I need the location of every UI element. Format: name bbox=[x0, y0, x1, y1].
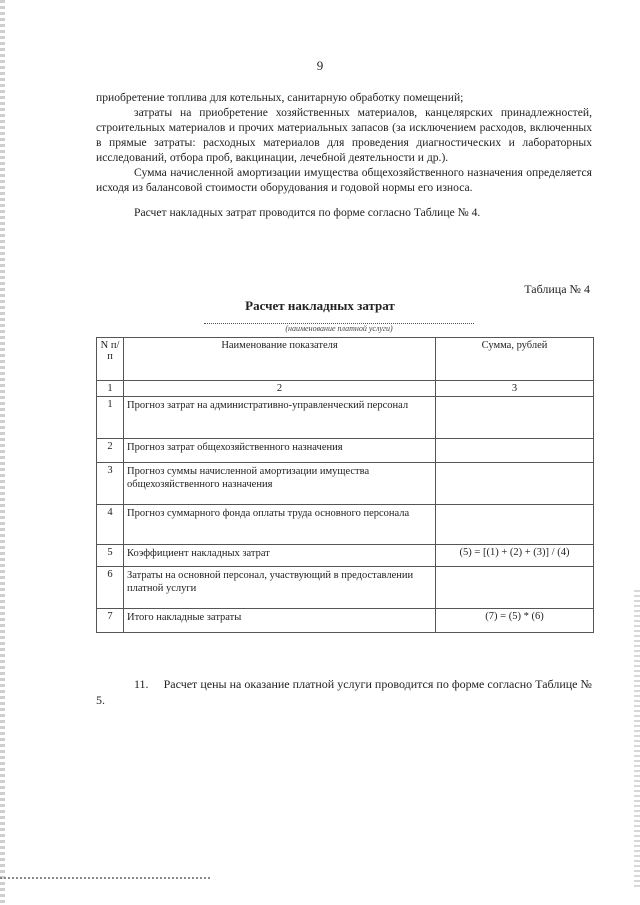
row-number: 3 bbox=[97, 463, 124, 505]
intro-text bbox=[96, 90, 592, 220]
point-11-number: 11. bbox=[134, 677, 149, 691]
header-number: N п/п bbox=[97, 338, 124, 381]
row-sum: (7) = (5) * (6) bbox=[436, 609, 594, 633]
point-11-text: Расчет цены на оказание платной услуги проводится по форме согласно Таблице № 5. bbox=[96, 677, 592, 707]
table-row bbox=[97, 567, 594, 609]
service-name-caption: (наименование платной услуги) bbox=[285, 324, 393, 333]
table-header-row bbox=[97, 338, 594, 381]
paragraph-fuel: приобретение топлива для котельных, санитарную обработку помещений; bbox=[96, 91, 464, 104]
table-row bbox=[97, 545, 594, 567]
row-indicator: Прогноз затрат общехозяйственного назначения bbox=[124, 439, 436, 463]
row-number: 6 bbox=[97, 567, 124, 609]
row-number: 2 bbox=[97, 439, 124, 463]
table-row bbox=[97, 505, 594, 545]
paragraph-materials: затраты на приобретение хозяйственных материалов, канцелярских принадлежностей, строительных материалов и прочих материальных запасов (за исключением расходов, включенных в прямые затраты: расходных материалов для проведения диагностических и лабораторных исследований, отбора проб, вакцинации, лечебной деятельности и др.). bbox=[96, 106, 592, 164]
row-indicator: Коэффициент накладных затрат bbox=[124, 545, 436, 567]
row-sum bbox=[436, 397, 594, 439]
row-sum bbox=[436, 567, 594, 609]
bottom-rule bbox=[0, 877, 210, 879]
row-number: 1 bbox=[97, 397, 124, 439]
table-row bbox=[97, 439, 594, 463]
row-sum bbox=[436, 463, 594, 505]
scan-right-edge bbox=[634, 590, 640, 890]
paragraph-table-ref: Расчет накладных затрат проводится по форме согласно Таблице № 4. bbox=[134, 206, 481, 219]
page-number: 9 bbox=[316, 58, 324, 73]
row-indicator: Затраты на основной персонал, участвующий в предоставлении платной услуги bbox=[124, 567, 436, 609]
row-number: 4 bbox=[97, 505, 124, 545]
index-cell-2: 2 bbox=[124, 381, 436, 397]
paragraph-gap bbox=[96, 195, 592, 205]
scan-left-edge bbox=[0, 0, 5, 905]
row-number: 5 bbox=[97, 545, 124, 567]
header-indicator: Наименование показателя bbox=[124, 338, 436, 381]
row-sum bbox=[436, 505, 594, 545]
table-label: Таблица № 4 bbox=[524, 282, 590, 296]
row-indicator: Прогноз суммы начисленной амортизации имущества общехозяйственного назначения bbox=[124, 463, 436, 505]
header-sum: Сумма, рублей bbox=[436, 338, 594, 381]
table-row bbox=[97, 609, 594, 633]
row-indicator: Прогноз суммарного фонда оплаты труда основного персонала bbox=[124, 505, 436, 545]
table-index-row bbox=[97, 381, 594, 397]
overhead-cost-table bbox=[96, 337, 594, 633]
row-number: 7 bbox=[97, 609, 124, 633]
row-sum bbox=[436, 439, 594, 463]
row-indicator: Итого накладные затраты bbox=[124, 609, 436, 633]
index-cell-3: 3 bbox=[436, 381, 594, 397]
row-indicator: Прогноз затрат на административно-управленческий персонал bbox=[124, 397, 436, 439]
table-row bbox=[97, 397, 594, 439]
index-cell-1: 1 bbox=[97, 381, 124, 397]
table-row bbox=[97, 463, 594, 505]
point-11 bbox=[96, 676, 592, 708]
row-sum: (5) = [(1) + (2) + (3)] / (4) bbox=[436, 545, 594, 567]
table-title: Расчет накладных затрат bbox=[245, 298, 395, 313]
paragraph-amortization: Сумма начисленной амортизации имущества общехозяйственного назначения определяется исходя из балансовой стоимости оборудования и годовой нормы его износа. bbox=[96, 166, 592, 194]
